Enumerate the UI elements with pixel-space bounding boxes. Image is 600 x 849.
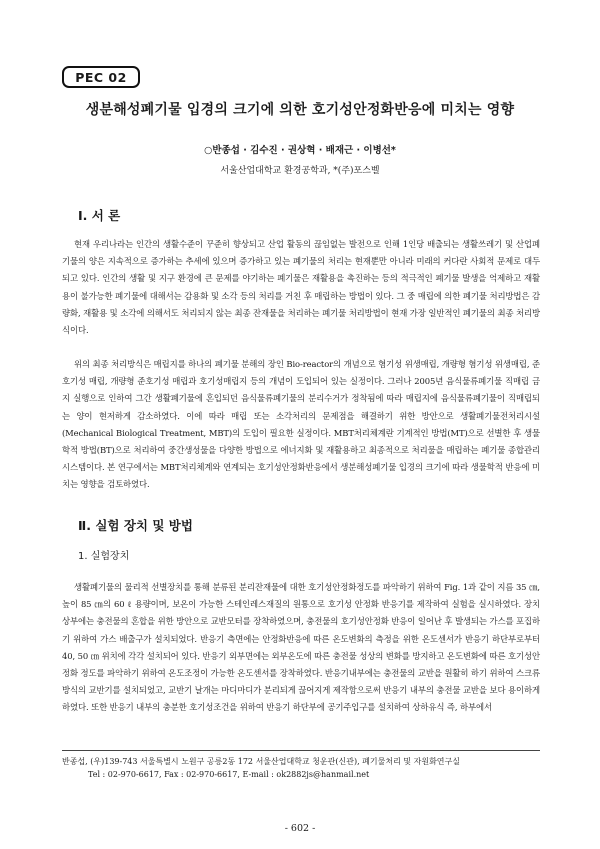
footnote-address: 반종섭, (우)139-743 서울특별시 노원구 공릉2동 172 서울산업대학교 청운관(신관), 폐기물처리 및 자원화연구실 <box>62 757 460 766</box>
author-list: ○반종섭 · 김수진 · 권상혁 · 배재근 · 이병선* <box>204 145 396 156</box>
section-heading-methods: Ⅱ. 실험 장치 및 방법 <box>78 518 193 533</box>
page-number: - 602 - <box>284 823 316 834</box>
paper-title: 생분해성폐기물 입경의 크기에 의한 호기성안정화반응에 미치는 영향 <box>85 102 515 118</box>
subsection-heading-apparatus: 1. 실험장치 <box>78 551 130 562</box>
footnote-divider <box>62 750 540 751</box>
footnote-contact: Tel : 02-970-6617, Fax : 02-970-6617, E-mail : ok2882js@hanmail.net <box>88 770 370 779</box>
paper-code-badge: PEC 02 <box>62 66 140 88</box>
intro-paragraph-1: 현재 우리나라는 인간의 생활수준이 꾸준히 향상되고 산업 활동의 끊임없는 발전으로 인해 1인당 배출되는 생활쓰레기 및 산업폐기물의 양은 지속적으로 증가하는 추세에 있으며 증가하고 있는 폐기물의 처리는 현재뿐만 아니라 미래의 커다란 사회적 문제로 대두되고 있다. 인간의 생활 및 지구 환경에 큰 문제를 야기하는 폐기물은 재활용을 촉진하는 등의 적극적인 폐기물 발생을 억제하고 재활용이 불가능한 폐기물에 대해서는 감용화 및 소각 등의 처리를 거친 후 매립하는 방법이 있다. 그 중 매립에 의한 폐기물 처리방법은 감량화, 재활용 및 소각에 의해서도 처리되지 않는 최종 잔재물을 처리하는 폐기물 처리방법이 현재 가장 일반적인 폐기물의 최종 처리방식이다. <box>62 239 540 336</box>
methods-paragraph-1: 생활폐기물의 물리적 선별장치를 통해 분류된 분리잔재물에 대한 호기성안정화정도를 파악하기 위하여 Fig. 1과 같이 지름 35 ㎝, 높이 85 ㎝의 60 ℓ 용량이며, 보온이 가능한 스테인레스재질의 원통으로 호기성 안정화 반응기를 제작하여 실험을 실시하였다. 장치 상부에는 충전물의 혼합을 위한 방안으로 교반모터를 장착하였으며, 충전물의 호기성안정화 반응이 일어난 후 발생되는 가스를 포집하기 위하여 가스 배출구가 설치되었다. 반응기 측면에는 안정화반응에 따른 온도변화의 측정을 위한 온도센서가 반응기 하단부로부터 40, 50 ㎝ 위치에 각각 설치되어 있다. 반응기 외부면에는 외부온도에 따른 충전물 성상의 변화를 방지하고 온도변화에 따른 호기성안정화 정도를 파악하기 위하여 온도조정이 가능한 온도센서를 장착하였다. 반응기내부에는 충전물의 교반을 원활히 하기 위하여 스크류방식의 교반기를 설치되었고, 교반기 날개는 마디마디가 분리되게 끊어지게 제작함으로써 반응기 내부의 충전물 교반을 보다 용이하게 하였다. 또한 반응기 내부의 충분한 호기성조건을 위하여 반응기 하단부에 공기주입구를 설치하여 상하유식 즉, 하부에서 <box>62 582 540 713</box>
affiliation: 서울산업대학교 환경공학과, *(주)포스벨 <box>220 166 380 176</box>
section-heading-introduction: Ⅰ. 서 론 <box>78 208 121 223</box>
intro-paragraph-2: 위의 최종 처리방식은 매립지를 하나의 폐기물 분해의 장인 Bio-reactor의 개념으로 혐기성 위생매립, 개량형 혐기성 위생매립, 준호기성 매립, 개량형 준호기성 매립과 호기성매립지 등의 개념이 도입되어 있는 실정이다. 그러나 2005년 음식물류폐기물 직매립 금지 실행으로 인하여 그간 생활폐기물에 혼입되던 음식물류폐기물의 분리수거가 정착됨에 따라 매립지에 음식물류폐기물이 직매립되는 양이 현저하게 감소하였다. 이에 따라 매립 또는 소각처리의 문제점을 해결하기 위한 방안으로 생활폐기물전처리시설(Mechanical Biological Treatment, MBT)의 도입이 필요한 실정이다. MBT처리체계란 기계적인 방법(MT)으로 선별한 후 생물학적 방법(BT)으로 처리하여 중간생성물을 다양한 방법으로 에너지화 및 재활용하고 최종적으로 처리물을 매립하는 폐기물 종합관리시스템이다. 본 연구에서는 MBT처리체계와 연계되는 호기성안정화반응에서 생분해성폐기물 입경의 크기에 따라 생물학적 반응에 미치는 영향을 검토하였다. <box>62 359 540 490</box>
